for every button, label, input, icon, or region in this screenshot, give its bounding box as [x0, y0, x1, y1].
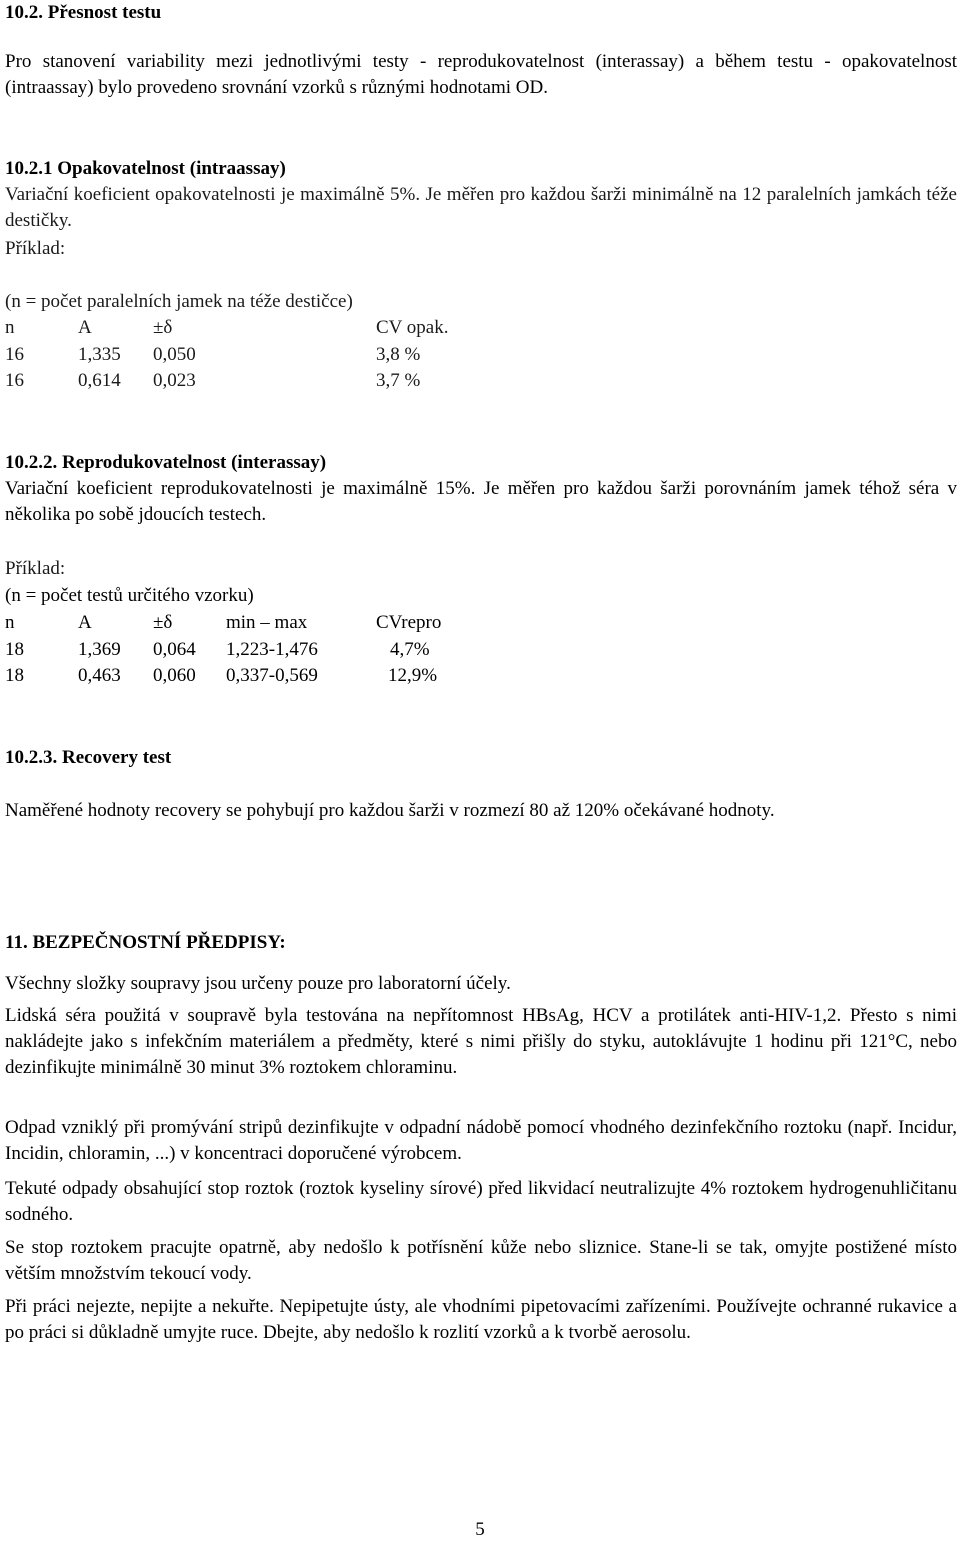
table-header-cell: A	[78, 317, 92, 338]
table-cell: 0,064	[153, 638, 196, 660]
table-cell: 1,223-1,476	[226, 638, 318, 660]
section-heading-10-2-1	[5, 156, 286, 182]
heading-text: 10.2.1 Opakovatelnost (intraassay)	[5, 158, 286, 179]
page-number: 5	[475, 1519, 485, 1540]
example-label: Příklad:	[5, 558, 66, 579]
table-header-cell: n	[5, 317, 15, 338]
table-header-row	[5, 315, 448, 342]
section-heading-11: 11. BEZPEČNOSTNÍ PŘEDPISY:	[5, 932, 286, 953]
table-row	[5, 368, 448, 395]
table-cell: 0,463	[78, 665, 121, 686]
table-header-cell: CV opak.	[376, 317, 449, 338]
section-10-2-2-text: Variační koeficient reprodukovatelnosti je maximálně 15%. Je měřen pro každou šarži porovnáním jamek téhož séra v několika po sobě jdoucích testech.	[5, 478, 957, 525]
section-10-2-3-text: Naměřené hodnoty recovery se pohybují pro každou šarži v rozmezí 80 až 120% očekávané hodnoty.	[5, 800, 775, 821]
table-cell: 3,8 %	[376, 343, 421, 365]
table-cell: 1,335	[78, 343, 121, 365]
table-cell: 0,060	[153, 665, 196, 686]
repeatability-table	[5, 315, 448, 395]
table-cell: 0,614	[78, 370, 121, 391]
table-header-cell: A	[78, 612, 92, 633]
table-cell: 0,337-0,569	[226, 665, 318, 686]
table-cell: 1,369	[78, 638, 121, 660]
section-10-2-1-text: Variační koeficient opakovatelnosti je maximálně 5%. Je měřen pro každou šarži minimálně na 12 paralelních jamkách téže destičky.	[5, 184, 957, 231]
table-header-cell: ±δ	[153, 612, 173, 633]
safety-paragraph-1: Všechny složky soupravy jsou určeny pouze pro laboratorní účely.	[5, 973, 511, 994]
example-label: Příklad:	[5, 238, 66, 259]
table-cell: 18	[5, 638, 24, 660]
table-row	[5, 637, 441, 664]
table-cell: 3,7 %	[376, 370, 421, 391]
table-header-cell: CVrepro	[376, 612, 442, 633]
example-note: (n = počet paralelních jamek na téže destičce)	[5, 291, 353, 312]
section-heading-10-2-2: 10.2.2. Reprodukovatelnost (interassay)	[5, 452, 327, 473]
table-cell: 16	[5, 370, 24, 391]
table-header-row	[5, 610, 441, 637]
table-row	[5, 663, 441, 690]
safety-paragraph-2: Lidská séra použitá v soupravě byla testována na nepřítomnost HBsAg, HCV a protilátek anti-HIV-1,2. Přesto s nimi nakládejte jako s infekčním materiálem a předměty, které s nimi přišly do styku, autoklávujte 1 hodinu při 121°C, nebo dezinfikujte minimálně 30 minut 3% roztokem chloraminu.	[5, 1005, 957, 1078]
table-cell: 0,023	[153, 370, 196, 391]
table-row	[5, 342, 448, 369]
safety-paragraph-4: Tekuté odpady obsahující stop roztok (roztok kyseliny sírové) před likvidací neutralizujte 4% roztokem hydrogenuhličitanu sodného.	[5, 1178, 957, 1225]
table-header-cell: n	[5, 612, 15, 633]
table-cell: 12,9%	[388, 665, 438, 686]
table-cell: 16	[5, 343, 24, 365]
table-cell: 4,7%	[390, 638, 430, 660]
section-heading-10-2-3: 10.2.3. Recovery test	[5, 747, 172, 768]
safety-paragraph-3: Odpad vzniklý při promývání stripů dezinfikujte v odpadní nádobě pomocí vhodného dezinfekčního roztoku (např. Incidur, Incidin, chloramin, ...) v koncentraci doporučené výrobcem.	[5, 1117, 957, 1164]
table-cell: 18	[5, 665, 24, 686]
reproducibility-table	[5, 610, 441, 690]
section-heading-10-2: 10.2. Přesnost testu	[5, 2, 162, 23]
example-note: (n = počet testů určitého vzorku)	[5, 585, 254, 606]
table-cell: 0,050	[153, 343, 196, 365]
section-10-2-intro: Pro stanovení variability mezi jednotlivými testy - reprodukovatelnost (interassay) a během testu - opakovatelnost (intraassay) bylo provedeno srovnání vzorků s různými hodnotami OD.	[5, 51, 957, 98]
table-header-cell: ±δ	[153, 317, 173, 338]
table-header-cell: min – max	[226, 612, 308, 633]
safety-paragraph-6: Při práci nejezte, nepijte a nekuřte. Nepipetujte ústy, ale vhodními pipetovacími zařízeními. Používejte ochranné rukavice a po práci si důkladně umyjte ruce. Dbejte, aby nedošlo k rozlití vzorků a k tvorbě aerosolu.	[5, 1296, 957, 1343]
safety-paragraph-5: Se stop roztokem pracujte opatrně, aby nedošlo k potřísnění kůže nebo sliznice. Stane-li se tak, omyjte postižené místo větším množstvím tekoucí vody.	[5, 1237, 957, 1284]
